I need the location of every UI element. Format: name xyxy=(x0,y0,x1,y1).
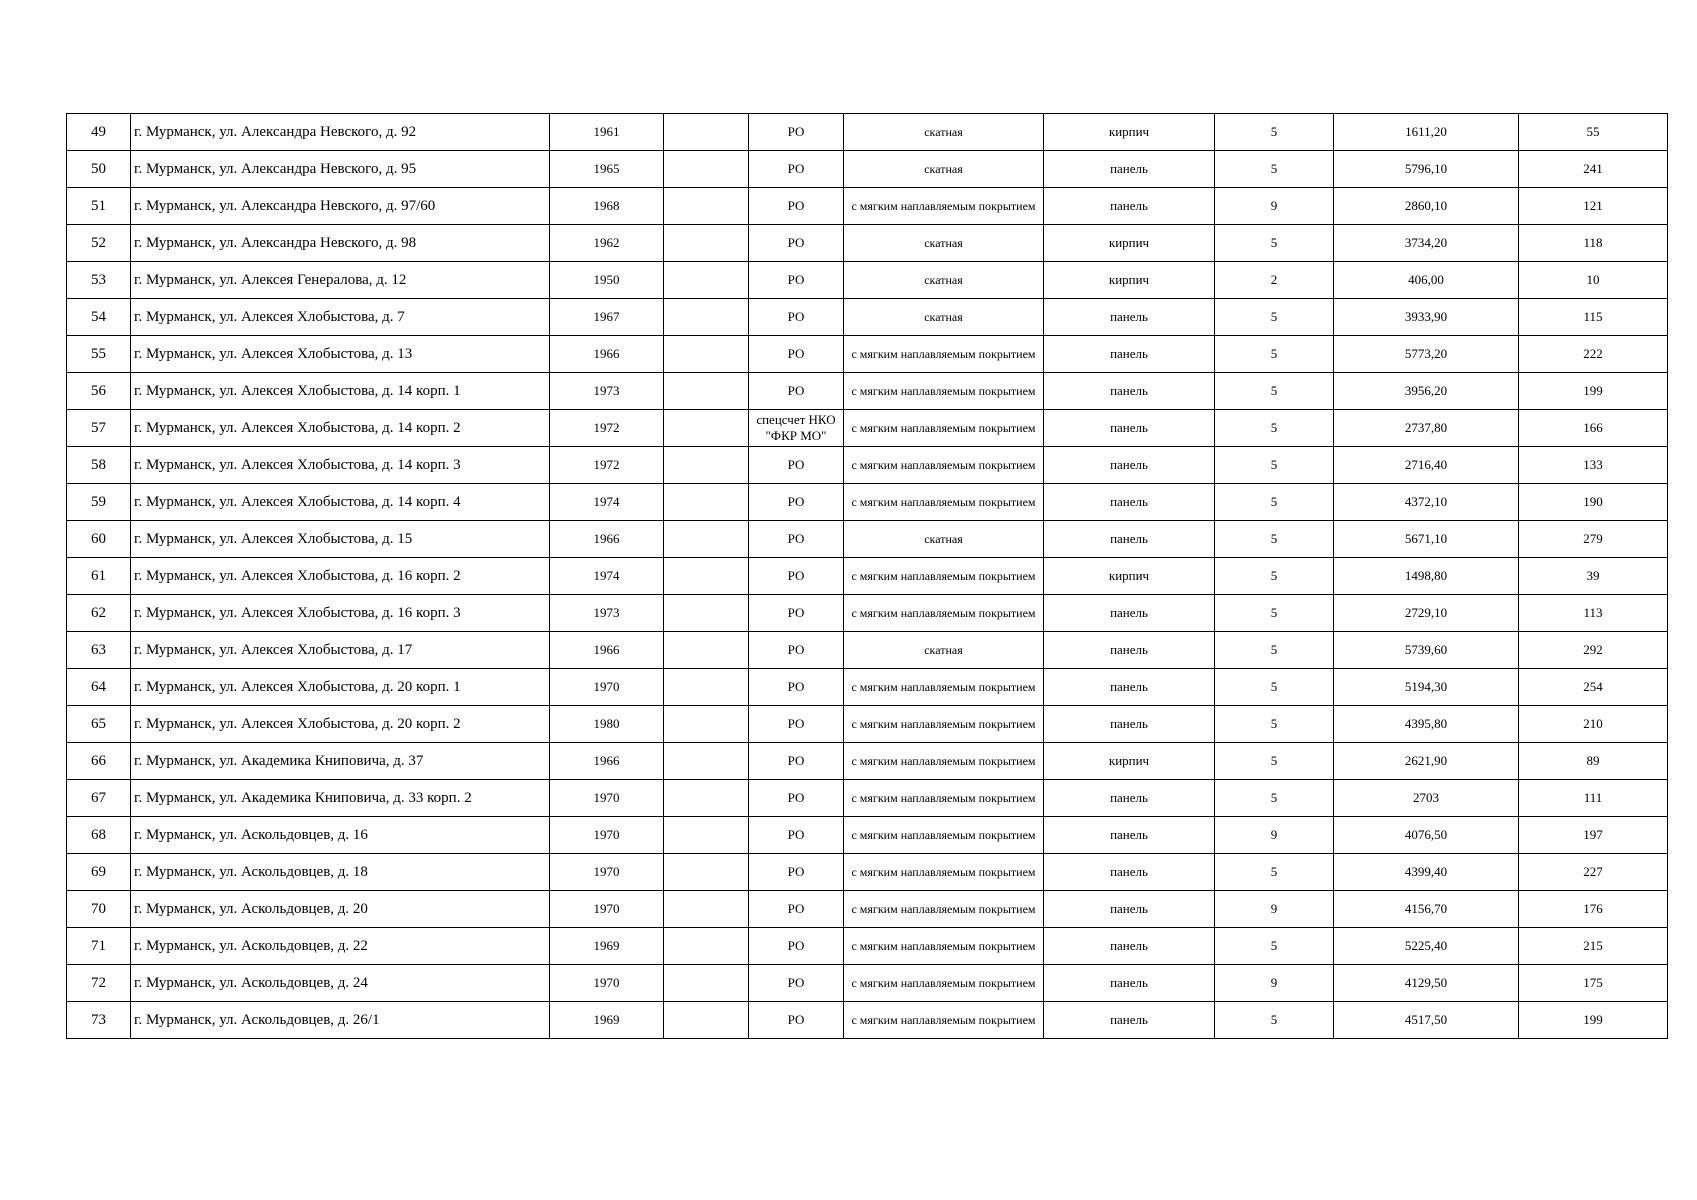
address-cell: г. Мурманск, ул. Алексея Хлобыстова, д. 16 корп. 2 xyxy=(131,558,550,595)
address-cell: г. Мурманск, ул. Академика Книповича, д. 37 xyxy=(131,743,550,780)
empty-cell xyxy=(664,1002,749,1039)
row-number-cell: 72 xyxy=(67,965,131,1002)
address-cell: г. Мурманск, ул. Аскольдовцев, д. 18 xyxy=(131,854,550,891)
table-body xyxy=(67,114,1668,1039)
residents-cell: 254 xyxy=(1519,669,1668,706)
wall-material-cell: панель xyxy=(1044,817,1215,854)
address-cell: г. Мурманск, ул. Алексея Хлобыстова, д. 13 xyxy=(131,336,550,373)
empty-cell xyxy=(664,780,749,817)
empty-cell xyxy=(664,965,749,1002)
roof-type-cell: с мягким наплавляемым покрытием xyxy=(844,410,1044,447)
row-number-cell: 63 xyxy=(67,632,131,669)
floors-cell: 5 xyxy=(1215,854,1334,891)
account-type-cell: РО xyxy=(749,669,844,706)
roof-type-cell: с мягким наплавляемым покрытием xyxy=(844,706,1044,743)
wall-material-cell: панель xyxy=(1044,410,1215,447)
row-number-cell: 53 xyxy=(67,262,131,299)
roof-type-cell: скатная xyxy=(844,299,1044,336)
roof-type-cell: с мягким наплавляемым покрытием xyxy=(844,743,1044,780)
table-row xyxy=(67,336,1668,373)
roof-type-cell: с мягким наплавляемым покрытием xyxy=(844,188,1044,225)
empty-cell xyxy=(664,928,749,965)
table-row xyxy=(67,558,1668,595)
year-cell: 1966 xyxy=(550,632,664,669)
floors-cell: 5 xyxy=(1215,447,1334,484)
residents-cell: 39 xyxy=(1519,558,1668,595)
wall-material-cell: панель xyxy=(1044,521,1215,558)
floors-cell: 5 xyxy=(1215,151,1334,188)
address-cell: г. Мурманск, ул. Аскольдовцев, д. 24 xyxy=(131,965,550,1002)
residents-cell: 210 xyxy=(1519,706,1668,743)
area-cell: 2860,10 xyxy=(1334,188,1519,225)
year-cell: 1974 xyxy=(550,558,664,595)
row-number-cell: 60 xyxy=(67,521,131,558)
row-number-cell: 73 xyxy=(67,1002,131,1039)
residents-cell: 292 xyxy=(1519,632,1668,669)
row-number-cell: 58 xyxy=(67,447,131,484)
address-cell: г. Мурманск, ул. Алексея Хлобыстова, д. 17 xyxy=(131,632,550,669)
row-number-cell: 49 xyxy=(67,114,131,151)
residents-cell: 241 xyxy=(1519,151,1668,188)
area-cell: 5671,10 xyxy=(1334,521,1519,558)
wall-material-cell: панель xyxy=(1044,669,1215,706)
empty-cell xyxy=(664,854,749,891)
year-cell: 1970 xyxy=(550,780,664,817)
wall-material-cell: панель xyxy=(1044,484,1215,521)
address-cell: г. Мурманск, ул. Алексея Генералова, д. 12 xyxy=(131,262,550,299)
roof-type-cell: скатная xyxy=(844,151,1044,188)
table-row xyxy=(67,891,1668,928)
floors-cell: 5 xyxy=(1215,521,1334,558)
roof-type-cell: с мягким наплавляемым покрытием xyxy=(844,336,1044,373)
row-number-cell: 71 xyxy=(67,928,131,965)
residents-cell: 197 xyxy=(1519,817,1668,854)
year-cell: 1966 xyxy=(550,336,664,373)
floors-cell: 5 xyxy=(1215,1002,1334,1039)
area-cell: 3956,20 xyxy=(1334,373,1519,410)
empty-cell xyxy=(664,891,749,928)
address-cell: г. Мурманск, ул. Академика Книповича, д. 33 корп. 2 xyxy=(131,780,550,817)
wall-material-cell: панель xyxy=(1044,854,1215,891)
wall-material-cell: панель xyxy=(1044,928,1215,965)
table-row xyxy=(67,669,1668,706)
year-cell: 1974 xyxy=(550,484,664,521)
area-cell: 4372,10 xyxy=(1334,484,1519,521)
floors-cell: 5 xyxy=(1215,706,1334,743)
empty-cell xyxy=(664,632,749,669)
table-row xyxy=(67,447,1668,484)
year-cell: 1973 xyxy=(550,373,664,410)
year-cell: 1980 xyxy=(550,706,664,743)
account-type-cell: РО xyxy=(749,743,844,780)
area-cell: 1611,20 xyxy=(1334,114,1519,151)
floors-cell: 9 xyxy=(1215,965,1334,1002)
roof-type-cell: с мягким наплавляемым покрытием xyxy=(844,928,1044,965)
address-cell: г. Мурманск, ул. Алексея Хлобыстова, д. 14 корп. 3 xyxy=(131,447,550,484)
address-cell: г. Мурманск, ул. Алексея Хлобыстова, д. 7 xyxy=(131,299,550,336)
address-cell: г. Мурманск, ул. Аскольдовцев, д. 22 xyxy=(131,928,550,965)
roof-type-cell: с мягким наплавляемым покрытием xyxy=(844,558,1044,595)
address-cell: г. Мурманск, ул. Александра Невского, д. 92 xyxy=(131,114,550,151)
address-cell: г. Мурманск, ул. Алексея Хлобыстова, д. 15 xyxy=(131,521,550,558)
table-row xyxy=(67,484,1668,521)
residents-cell: 10 xyxy=(1519,262,1668,299)
empty-cell xyxy=(664,262,749,299)
empty-cell xyxy=(664,706,749,743)
address-cell: г. Мурманск, ул. Аскольдовцев, д. 20 xyxy=(131,891,550,928)
account-type-cell: РО xyxy=(749,521,844,558)
area-cell: 2716,40 xyxy=(1334,447,1519,484)
empty-cell xyxy=(664,225,749,262)
address-cell: г. Мурманск, ул. Алексея Хлобыстова, д. 14 корп. 2 xyxy=(131,410,550,447)
residents-cell: 55 xyxy=(1519,114,1668,151)
year-cell: 1970 xyxy=(550,854,664,891)
row-number-cell: 56 xyxy=(67,373,131,410)
row-number-cell: 57 xyxy=(67,410,131,447)
year-cell: 1970 xyxy=(550,669,664,706)
area-cell: 406,00 xyxy=(1334,262,1519,299)
area-cell: 4076,50 xyxy=(1334,817,1519,854)
year-cell: 1973 xyxy=(550,595,664,632)
account-type-cell: РО xyxy=(749,373,844,410)
wall-material-cell: панель xyxy=(1044,373,1215,410)
table-row xyxy=(67,928,1668,965)
wall-material-cell: панель xyxy=(1044,1002,1215,1039)
residents-cell: 166 xyxy=(1519,410,1668,447)
floors-cell: 5 xyxy=(1215,669,1334,706)
table-row xyxy=(67,188,1668,225)
empty-cell xyxy=(664,410,749,447)
row-number-cell: 50 xyxy=(67,151,131,188)
wall-material-cell: кирпич xyxy=(1044,558,1215,595)
address-cell: г. Мурманск, ул. Александра Невского, д. 95 xyxy=(131,151,550,188)
residents-cell: 115 xyxy=(1519,299,1668,336)
area-cell: 4156,70 xyxy=(1334,891,1519,928)
roof-type-cell: с мягким наплавляемым покрытием xyxy=(844,891,1044,928)
floors-cell: 5 xyxy=(1215,743,1334,780)
area-cell: 5773,20 xyxy=(1334,336,1519,373)
table-row xyxy=(67,595,1668,632)
roof-type-cell: с мягким наплавляемым покрытием xyxy=(844,595,1044,632)
residents-cell: 199 xyxy=(1519,373,1668,410)
row-number-cell: 69 xyxy=(67,854,131,891)
residents-cell: 113 xyxy=(1519,595,1668,632)
roof-type-cell: с мягким наплавляемым покрытием xyxy=(844,780,1044,817)
floors-cell: 9 xyxy=(1215,891,1334,928)
year-cell: 1962 xyxy=(550,225,664,262)
table-row xyxy=(67,632,1668,669)
address-cell: г. Мурманск, ул. Алексея Хлобыстова, д. 14 корп. 4 xyxy=(131,484,550,521)
wall-material-cell: кирпич xyxy=(1044,114,1215,151)
row-number-cell: 61 xyxy=(67,558,131,595)
empty-cell xyxy=(664,151,749,188)
account-type-cell: РО xyxy=(749,225,844,262)
area-cell: 2703 xyxy=(1334,780,1519,817)
row-number-cell: 59 xyxy=(67,484,131,521)
roof-type-cell: с мягким наплавляемым покрытием xyxy=(844,1002,1044,1039)
area-cell: 4399,40 xyxy=(1334,854,1519,891)
row-number-cell: 62 xyxy=(67,595,131,632)
area-cell: 4129,50 xyxy=(1334,965,1519,1002)
wall-material-cell: кирпич xyxy=(1044,225,1215,262)
floors-cell: 5 xyxy=(1215,114,1334,151)
area-cell: 2621,90 xyxy=(1334,743,1519,780)
area-cell: 5796,10 xyxy=(1334,151,1519,188)
address-cell: г. Мурманск, ул. Алексея Хлобыстова, д. 16 корп. 3 xyxy=(131,595,550,632)
residents-cell: 199 xyxy=(1519,1002,1668,1039)
roof-type-cell: скатная xyxy=(844,262,1044,299)
roof-type-cell: скатная xyxy=(844,114,1044,151)
account-type-cell: РО xyxy=(749,965,844,1002)
area-cell: 5225,40 xyxy=(1334,928,1519,965)
floors-cell: 9 xyxy=(1215,188,1334,225)
address-cell: г. Мурманск, ул. Алексея Хлобыстова, д. 20 корп. 2 xyxy=(131,706,550,743)
table-row xyxy=(67,225,1668,262)
floors-cell: 5 xyxy=(1215,558,1334,595)
account-type-cell: РО xyxy=(749,632,844,669)
year-cell: 1961 xyxy=(550,114,664,151)
row-number-cell: 65 xyxy=(67,706,131,743)
floors-cell: 9 xyxy=(1215,817,1334,854)
wall-material-cell: панель xyxy=(1044,780,1215,817)
area-cell: 3734,20 xyxy=(1334,225,1519,262)
table-row xyxy=(67,817,1668,854)
table-row xyxy=(67,262,1668,299)
residents-cell: 215 xyxy=(1519,928,1668,965)
residents-cell: 222 xyxy=(1519,336,1668,373)
wall-material-cell: панель xyxy=(1044,706,1215,743)
empty-cell xyxy=(664,447,749,484)
year-cell: 1966 xyxy=(550,743,664,780)
area-cell: 5739,60 xyxy=(1334,632,1519,669)
account-type-cell: РО xyxy=(749,114,844,151)
floors-cell: 5 xyxy=(1215,299,1334,336)
empty-cell xyxy=(664,484,749,521)
roof-type-cell: с мягким наплавляемым покрытием xyxy=(844,965,1044,1002)
area-cell: 1498,80 xyxy=(1334,558,1519,595)
account-type-cell: РО xyxy=(749,336,844,373)
residents-cell: 176 xyxy=(1519,891,1668,928)
row-number-cell: 51 xyxy=(67,188,131,225)
year-cell: 1972 xyxy=(550,410,664,447)
empty-cell xyxy=(664,817,749,854)
account-type-cell: РО xyxy=(749,706,844,743)
empty-cell xyxy=(664,336,749,373)
roof-type-cell: с мягким наплавляемым покрытием xyxy=(844,669,1044,706)
year-cell: 1969 xyxy=(550,1002,664,1039)
year-cell: 1968 xyxy=(550,188,664,225)
floors-cell: 5 xyxy=(1215,595,1334,632)
roof-type-cell: скатная xyxy=(844,632,1044,669)
row-number-cell: 68 xyxy=(67,817,131,854)
account-type-cell: РО xyxy=(749,928,844,965)
floors-cell: 5 xyxy=(1215,373,1334,410)
address-cell: г. Мурманск, ул. Александра Невского, д. 98 xyxy=(131,225,550,262)
table-row xyxy=(67,706,1668,743)
table-row xyxy=(67,965,1668,1002)
row-number-cell: 54 xyxy=(67,299,131,336)
wall-material-cell: панель xyxy=(1044,965,1215,1002)
year-cell: 1970 xyxy=(550,965,664,1002)
empty-cell xyxy=(664,521,749,558)
empty-cell xyxy=(664,373,749,410)
year-cell: 1972 xyxy=(550,447,664,484)
wall-material-cell: панель xyxy=(1044,447,1215,484)
table-row xyxy=(67,373,1668,410)
floors-cell: 5 xyxy=(1215,484,1334,521)
address-cell: г. Мурманск, ул. Александра Невского, д. 97/60 xyxy=(131,188,550,225)
account-type-cell: РО xyxy=(749,299,844,336)
floors-cell: 5 xyxy=(1215,410,1334,447)
table-row xyxy=(67,114,1668,151)
account-type-cell: РО xyxy=(749,447,844,484)
account-type-cell: РО xyxy=(749,484,844,521)
residents-cell: 89 xyxy=(1519,743,1668,780)
floors-cell: 2 xyxy=(1215,262,1334,299)
year-cell: 1970 xyxy=(550,817,664,854)
area-cell: 2729,10 xyxy=(1334,595,1519,632)
wall-material-cell: панель xyxy=(1044,336,1215,373)
area-cell: 4395,80 xyxy=(1334,706,1519,743)
table-row xyxy=(67,743,1668,780)
account-type-cell: РО xyxy=(749,854,844,891)
empty-cell xyxy=(664,558,749,595)
roof-type-cell: скатная xyxy=(844,521,1044,558)
year-cell: 1970 xyxy=(550,891,664,928)
table-row xyxy=(67,151,1668,188)
table-row xyxy=(67,521,1668,558)
account-type-cell: РО xyxy=(749,595,844,632)
account-type-cell: РО xyxy=(749,188,844,225)
address-cell: г. Мурманск, ул. Алексея Хлобыстова, д. 14 корп. 1 xyxy=(131,373,550,410)
row-number-cell: 55 xyxy=(67,336,131,373)
residents-cell: 121 xyxy=(1519,188,1668,225)
roof-type-cell: с мягким наплавляемым покрытием xyxy=(844,854,1044,891)
residents-cell: 175 xyxy=(1519,965,1668,1002)
roof-type-cell: с мягким наплавляемым покрытием xyxy=(844,447,1044,484)
residents-cell: 118 xyxy=(1519,225,1668,262)
floors-cell: 5 xyxy=(1215,780,1334,817)
empty-cell xyxy=(664,669,749,706)
account-type-cell: РО xyxy=(749,151,844,188)
wall-material-cell: кирпич xyxy=(1044,743,1215,780)
empty-cell xyxy=(664,299,749,336)
account-type-cell: РО xyxy=(749,1002,844,1039)
wall-material-cell: панель xyxy=(1044,891,1215,928)
account-type-cell: РО xyxy=(749,262,844,299)
year-cell: 1950 xyxy=(550,262,664,299)
housing-registry-table xyxy=(66,113,1668,1039)
residents-cell: 279 xyxy=(1519,521,1668,558)
area-cell: 3933,90 xyxy=(1334,299,1519,336)
floors-cell: 5 xyxy=(1215,225,1334,262)
year-cell: 1967 xyxy=(550,299,664,336)
row-number-cell: 70 xyxy=(67,891,131,928)
wall-material-cell: панель xyxy=(1044,632,1215,669)
account-type-cell: РО xyxy=(749,558,844,595)
roof-type-cell: скатная xyxy=(844,225,1044,262)
residents-cell: 190 xyxy=(1519,484,1668,521)
wall-material-cell: панель xyxy=(1044,188,1215,225)
account-type-cell: РО xyxy=(749,817,844,854)
year-cell: 1969 xyxy=(550,928,664,965)
row-number-cell: 66 xyxy=(67,743,131,780)
empty-cell xyxy=(664,743,749,780)
floors-cell: 5 xyxy=(1215,928,1334,965)
roof-type-cell: с мягким наплавляемым покрытием xyxy=(844,817,1044,854)
year-cell: 1966 xyxy=(550,521,664,558)
empty-cell xyxy=(664,114,749,151)
table-row xyxy=(67,780,1668,817)
year-cell: 1965 xyxy=(550,151,664,188)
residents-cell: 111 xyxy=(1519,780,1668,817)
account-type-cell: спецсчет НКО "ФКР МО" xyxy=(749,410,844,447)
table-row xyxy=(67,854,1668,891)
floors-cell: 5 xyxy=(1215,336,1334,373)
row-number-cell: 64 xyxy=(67,669,131,706)
roof-type-cell: с мягким наплавляемым покрытием xyxy=(844,484,1044,521)
table-row xyxy=(67,1002,1668,1039)
table-row xyxy=(67,410,1668,447)
wall-material-cell: панель xyxy=(1044,595,1215,632)
residents-cell: 133 xyxy=(1519,447,1668,484)
residents-cell: 227 xyxy=(1519,854,1668,891)
floors-cell: 5 xyxy=(1215,632,1334,669)
area-cell: 2737,80 xyxy=(1334,410,1519,447)
table-row xyxy=(67,299,1668,336)
area-cell: 5194,30 xyxy=(1334,669,1519,706)
roof-type-cell: с мягким наплавляемым покрытием xyxy=(844,373,1044,410)
address-cell: г. Мурманск, ул. Алексея Хлобыстова, д. 20 корп. 1 xyxy=(131,669,550,706)
row-number-cell: 67 xyxy=(67,780,131,817)
empty-cell xyxy=(664,595,749,632)
account-type-cell: РО xyxy=(749,891,844,928)
address-cell: г. Мурманск, ул. Аскольдовцев, д. 26/1 xyxy=(131,1002,550,1039)
area-cell: 4517,50 xyxy=(1334,1002,1519,1039)
row-number-cell: 52 xyxy=(67,225,131,262)
address-cell: г. Мурманск, ул. Аскольдовцев, д. 16 xyxy=(131,817,550,854)
account-type-cell: РО xyxy=(749,780,844,817)
wall-material-cell: панель xyxy=(1044,299,1215,336)
empty-cell xyxy=(664,188,749,225)
wall-material-cell: панель xyxy=(1044,151,1215,188)
wall-material-cell: кирпич xyxy=(1044,262,1215,299)
